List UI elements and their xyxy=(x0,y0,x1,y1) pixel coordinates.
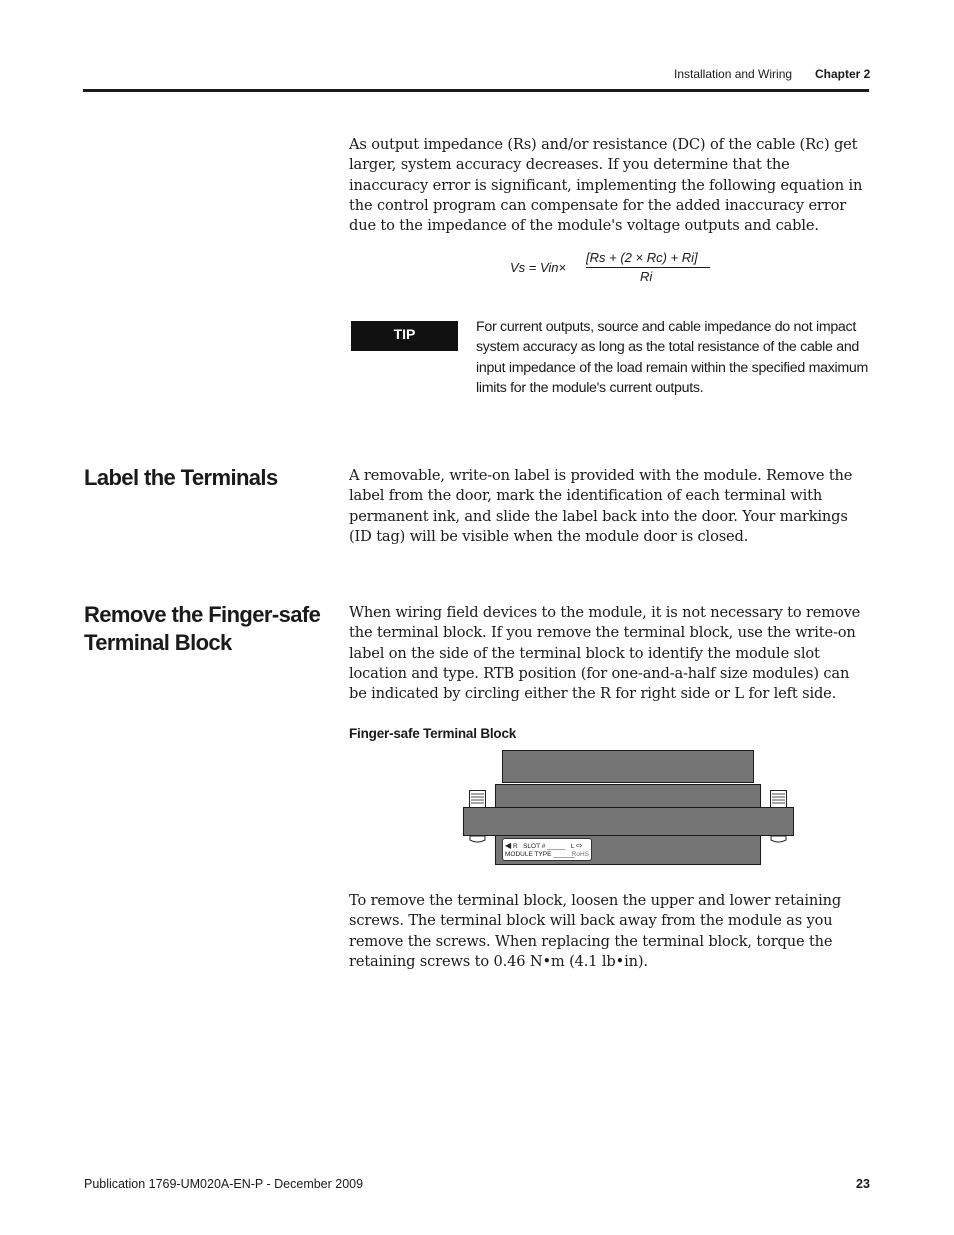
write-on-label-r: R xyxy=(512,843,518,850)
footer-publication: Publication 1769-UM020A-EN-P - December 2009 xyxy=(84,1177,364,1191)
footer-page-number: 23 xyxy=(856,1177,870,1191)
terminal-block-top xyxy=(502,750,754,783)
rohs-mark: RoHS xyxy=(571,851,589,858)
intro-paragraph: As output impedance (Rs) and/or resistance (DC) of the cable (Rc) get larger, system accuracy decreases. If you determine that the inaccuracy error is significant, implementing the following equation in the control program can compensate for the added inaccuracy error due to the impedance of the module's voltage outputs and cable. xyxy=(349,136,863,235)
header-chapter: Chapter 2 xyxy=(815,67,871,81)
heading-remove-block-line2: Terminal Block xyxy=(84,630,232,655)
tip-badge: TIP xyxy=(351,321,458,351)
equation-numerator: [Rs + (2 × Rc) + Ri] xyxy=(586,250,698,265)
figure-caption: Finger-safe Terminal Block xyxy=(349,726,517,741)
write-on-label-module-type: MODULE TYPE ______ xyxy=(505,851,575,858)
compensation-equation xyxy=(508,248,718,288)
equation-fraction-bar xyxy=(586,267,710,268)
remove-block-paragraph: When wiring field devices to the module, it is not necessary to remove the terminal block. If you remove the terminal block, use the write-on label on the side of the terminal block to identify the module slot location and type. RTB position (for one-and-a-half size modules) can be indicated by circling either the R for right side or L for left side. xyxy=(349,604,861,703)
write-on-label-slot: SLOT # _____ xyxy=(523,843,566,850)
equation-lhs: Vs = Vin× xyxy=(510,260,567,275)
header-rule xyxy=(83,89,869,92)
label-terminals-paragraph: A removable, write-on label is provided with the module. Remove the label from the door, mark the identification of each terminal with permanent ink, and slide the label back into the door. Your markings (ID tag) will be visible when the module door is closed. xyxy=(349,467,853,545)
equation-denominator: Ri xyxy=(640,269,653,284)
heading-remove-block xyxy=(84,601,320,657)
heading-label-terminals: Label the Terminals xyxy=(84,465,278,490)
left-retaining-screw-icon xyxy=(469,790,486,844)
right-retaining-screw-icon xyxy=(770,790,787,844)
heading-remove-block-line1: Remove the Finger-safe xyxy=(84,602,321,627)
left-arrow-icon: ◀ xyxy=(505,841,512,850)
tip-text: For current outputs, source and cable impedance do not impact system accuracy as long as the total resistance of the cable and input impedance of the load remain within the specified maximum limits for the module's current outputs. xyxy=(476,319,868,397)
write-on-label xyxy=(502,838,592,861)
right-arrow-icon: ⇨ xyxy=(575,841,583,850)
remove-screws-paragraph: To remove the terminal block, loosen the upper and lower retaining screws. The terminal block will back away from the module as you remove the screws. When replacing the terminal block, torque the retaining screws to 0.46 N•m (4.1 lb•in). xyxy=(349,892,842,970)
terminal-block-upper-body xyxy=(495,784,761,808)
terminal-block-flange xyxy=(463,807,794,836)
write-on-label-l: L xyxy=(570,843,575,850)
header-section-title: Installation and Wiring xyxy=(674,67,793,81)
write-on-label-slot-row xyxy=(505,841,583,850)
